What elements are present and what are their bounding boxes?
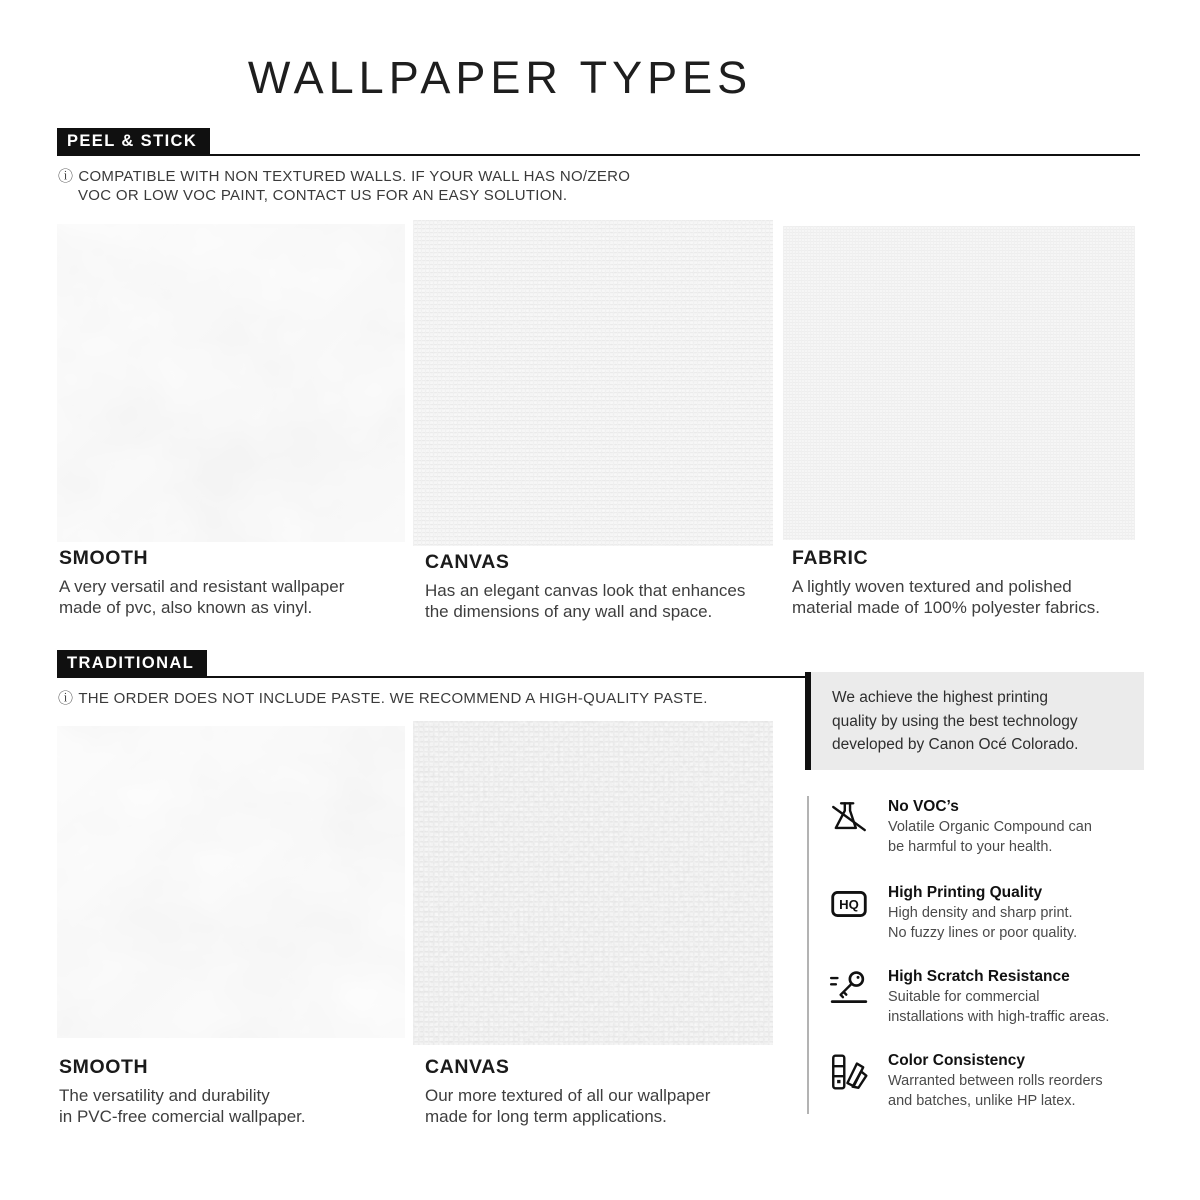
card-peel-canvas: [425, 551, 775, 622]
swatch-traditional-smooth: [57, 726, 405, 1038]
feature-desc-line1: Volatile Organic Compound can: [888, 819, 1092, 835]
card-traditional-smooth: [59, 1056, 399, 1127]
feature-desc: [888, 817, 1138, 857]
feature-desc-line2: No fuzzy lines or poor quality.: [888, 925, 1078, 941]
swatch-peel-canvas: [413, 220, 773, 546]
feature-desc-line1: Suitable for commercial: [888, 989, 1040, 1005]
card-title: SMOOTH: [59, 547, 149, 569]
feature-color-consistency-text: [888, 1051, 1140, 1111]
feature-title: High Scratch Resistance: [888, 968, 1070, 985]
card-peel-smooth: [59, 547, 399, 618]
feature-color-consistency: [828, 1051, 870, 1098]
card-desc: [425, 1086, 785, 1127]
feature-no-voc: [828, 797, 870, 844]
info-icon: ⓘ: [58, 168, 74, 185]
card-desc-line2: material made of 100% polyester fabrics.: [792, 597, 1101, 617]
card-desc-line2: the dimensions of any wall and space.: [425, 601, 713, 621]
peel-stick-note-line2: VOC OR LOW VOC PAINT, CONTACT US FOR AN EASY SOLUTION.: [78, 187, 568, 204]
feature-desc: [888, 987, 1140, 1027]
card-desc-line1: Has an elegant canvas look that enhances: [425, 581, 746, 600]
card-title: CANVAS: [425, 551, 510, 573]
card-title: CANVAS: [425, 1056, 510, 1078]
card-desc: [425, 581, 775, 622]
card-desc: [792, 577, 1142, 618]
feature-desc-line1: Warranted between rolls reorders: [888, 1073, 1103, 1089]
feature-scratch-resistance: [828, 967, 870, 1014]
card-desc-line2: in PVC-free comercial wallpaper.: [59, 1106, 306, 1126]
hq-badge-icon: [828, 883, 870, 925]
feature-desc-line2: and batches, unlike HP latex.: [888, 1093, 1076, 1109]
card-desc-line2: made for long term applications.: [425, 1106, 667, 1126]
card-title: FABRIC: [792, 547, 869, 569]
quality-note-line3: developed by Canon Océ Colorado.: [832, 736, 1079, 753]
feature-title: High Printing Quality: [888, 884, 1043, 901]
traditional-note: [58, 689, 708, 708]
swatch-traditional-canvas: [413, 721, 773, 1045]
feature-desc-line2: be harmful to your health.: [888, 839, 1053, 855]
swatch-peel-smooth: [57, 224, 405, 542]
quality-note-line1: We achieve the highest printing: [832, 689, 1048, 706]
quality-note-line2: quality by using the best technology: [832, 712, 1078, 730]
feature-scratch-resistance-text: [888, 967, 1140, 1027]
printing-quality-callout: [805, 672, 1144, 770]
card-traditional-canvas: [425, 1056, 785, 1127]
section-label-peel-stick: PEEL & STICK: [57, 128, 210, 154]
feature-desc: [888, 1071, 1140, 1111]
feature-desc: [888, 903, 1138, 943]
section-header-peel-stick: [57, 128, 1140, 156]
card-title: SMOOTH: [59, 1056, 149, 1078]
page-title: WALLPAPER TYPES: [247, 52, 753, 103]
swatch-peel-fabric: [783, 226, 1135, 540]
feature-desc-line2: installations with high-traffic areas.: [888, 1009, 1110, 1025]
card-peel-fabric: [792, 547, 1142, 618]
peel-stick-note-line1: COMPATIBLE WITH NON TEXTURED WALLS. IF YOUR WALL HAS NO/ZERO: [78, 168, 631, 185]
card-desc-line1: The versatility and durability: [59, 1086, 270, 1105]
features-divider-line: [807, 796, 809, 1114]
no-voc-flask-icon: [828, 797, 870, 839]
color-swatches-icon: [828, 1051, 870, 1093]
card-desc: [59, 577, 399, 618]
feature-printing-quality-text: [888, 883, 1138, 943]
scratch-key-icon: [828, 967, 870, 1009]
card-desc-line2: made of pvc, also known as vinyl.: [59, 597, 313, 617]
card-desc-line1: A very versatil and resistant wallpaper: [59, 577, 345, 596]
feature-title: Color Consistency: [888, 1052, 1025, 1069]
section-label-traditional: TRADITIONAL: [57, 650, 207, 676]
peel-stick-note: [58, 167, 630, 205]
card-desc-line1: Our more textured of all our wallpaper: [425, 1086, 711, 1105]
hq-badge-label: HQ: [839, 897, 859, 913]
feature-no-voc-text: [888, 797, 1138, 857]
feature-title: No VOC’s: [888, 798, 959, 815]
feature-printing-quality: [828, 883, 870, 930]
info-icon: ⓘ: [58, 690, 74, 707]
traditional-note-line1: THE ORDER DOES NOT INCLUDE PASTE. WE RECOMMEND A HIGH-QUALITY PASTE.: [78, 690, 708, 707]
card-desc-line1: A lightly woven textured and polished: [792, 577, 1072, 596]
feature-desc-line1: High density and sharp print.: [888, 905, 1073, 921]
card-desc: [59, 1086, 399, 1127]
